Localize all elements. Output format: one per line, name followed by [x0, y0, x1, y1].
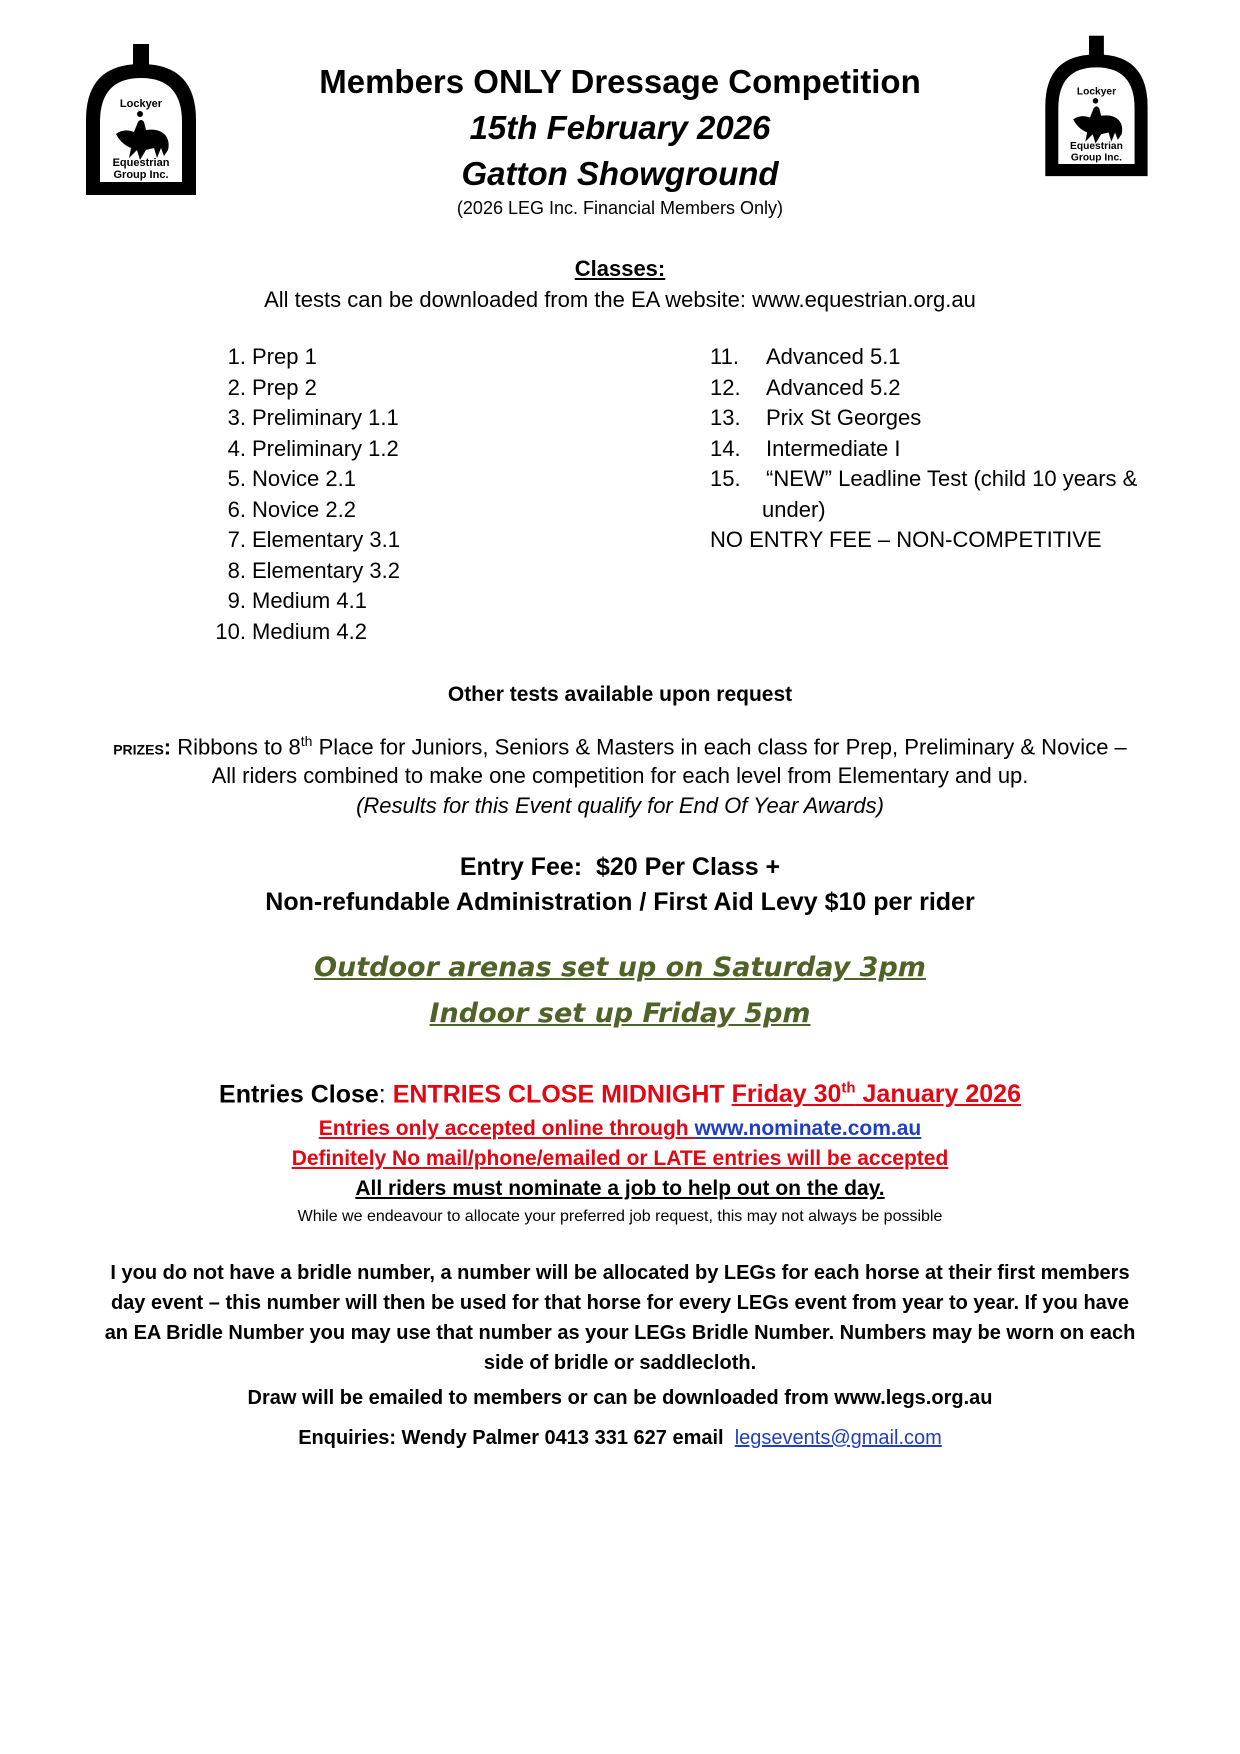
email-link[interactable]: legsevents@gmail.com — [734, 1427, 942, 1449]
enquiries: Enquiries: Wendy Palmer 0413 331 627 email legsevents@gmail.com — [298, 1427, 942, 1449]
logo-bottom-line1: Equestrian — [112, 157, 170, 169]
bridle-line1: I you do not have a bridle number, a number will be allocated by LEGs for each horse at their first members — [110, 1262, 1130, 1284]
list-item: 9. Medium 4.1 — [227, 588, 367, 613]
bridle-line3: an EA Bridle Number you may use that number as your LEGs Bridle Number. Numbers may be worn on each — [104, 1322, 1136, 1344]
entries-online: Entries only accepted online through www.nominate.com.au — [318, 1117, 922, 1140]
page-title: Members ONLY Dressage Competition — [319, 63, 921, 100]
list-item: 1. Prep 1 — [227, 344, 317, 369]
nominate-link[interactable]: www.nominate.com.au — [694, 1117, 922, 1140]
list-item: 6. Novice 2.2 — [227, 496, 356, 522]
list-item: 10. Medium 4.2 — [215, 618, 367, 644]
entry-fee: Entry Fee: $20 Per Class + — [459, 853, 781, 881]
bridle-line4: side of bridle or saddlecloth. — [483, 1352, 757, 1374]
logo-bottom-line1: Equestrian — [1070, 140, 1123, 152]
prizes-line3: (Results for this Event qualify for End Of Year Awards) — [356, 793, 884, 818]
members-note: (2026 LEG Inc. Financial Members Only) — [456, 198, 784, 218]
logo-top-text: Lockyer — [1076, 85, 1117, 98]
leadline-cont: under) — [762, 496, 826, 522]
outdoor-setup: Outdoor arenas set up on Saturday 3pm — [314, 952, 926, 983]
classes-list-left — [200, 342, 400, 647]
prizes-line2: All riders combined to make one competition for each level from Elementary and up. — [211, 763, 1029, 788]
classes-heading: Classes: — [574, 256, 666, 281]
job-note: All riders must nominate a job to help out on the day. — [355, 1177, 885, 1200]
bridle-line2: day event – this number will then be used for that horse for every LEGs event from year to year. If you have — [110, 1292, 1130, 1314]
list-item — [710, 495, 1137, 526]
list-item: 13. Prix St Georges — [710, 405, 922, 430]
draw-note: Draw will be emailed to members or can be downloaded from www.legs.org.au — [247, 1387, 993, 1409]
list-item: 4. Preliminary 1.2 — [227, 435, 399, 461]
list-item: 11. Advanced 5.1 — [710, 344, 901, 369]
prizes-label: PRIZES — [113, 741, 164, 758]
logo-bottom-line2: Group Inc. — [1070, 151, 1123, 164]
event-date: 15th February 2026 — [469, 109, 771, 146]
leadline-note: NO ENTRY FEE – NON-COMPETITIVE — [710, 527, 1102, 552]
prizes-line1: PRIZES: Ribbons to 8th Place for Juniors, Seniors & Masters in each class for Prep, Preliminary & Novice – — [113, 733, 1127, 760]
logo-bottom-line2: Group Inc. — [113, 169, 169, 181]
no-late-entries: Definitely No mail/phone/emailed or LATE entries will be accepted — [291, 1147, 949, 1170]
list-item: 5. Novice 2.1 — [227, 466, 356, 491]
list-item: 3. Preliminary 1.1 — [227, 405, 399, 430]
list-item: 7. Elementary 3.1 — [227, 527, 400, 552]
list-item: 8. Elementary 3.2 — [227, 557, 400, 583]
indoor-setup: Indoor set up Friday 5pm — [429, 998, 811, 1029]
job-disclaimer: While we endeavour to allocate your preferred job request, this may not always be possible — [297, 1208, 943, 1225]
event-venue: Gatton Showground — [461, 155, 779, 192]
classes-list-right — [710, 342, 1137, 556]
list-item: 2. Prep 2 — [227, 374, 317, 400]
logo-top-text: Lockyer — [119, 98, 163, 110]
download-note: All tests can be downloaded from the EA website: www.equestrian.org.au — [264, 287, 976, 312]
list-item: 15. “NEW” Leadline Test (child 10 years & — [710, 466, 1138, 491]
other-tests: Other tests available upon request — [447, 683, 793, 706]
list-item: 12. Advanced 5.2 — [710, 374, 901, 400]
list-item: 14. Intermediate I — [710, 435, 901, 461]
list-item — [710, 525, 1137, 556]
entries-close: Entries Close: ENTRIES CLOSE MIDNIGHT Friday 30th January 2026 — [219, 1080, 1021, 1109]
admin-levy: Non-refundable Administration / First Aid Levy $10 per rider — [265, 888, 975, 916]
